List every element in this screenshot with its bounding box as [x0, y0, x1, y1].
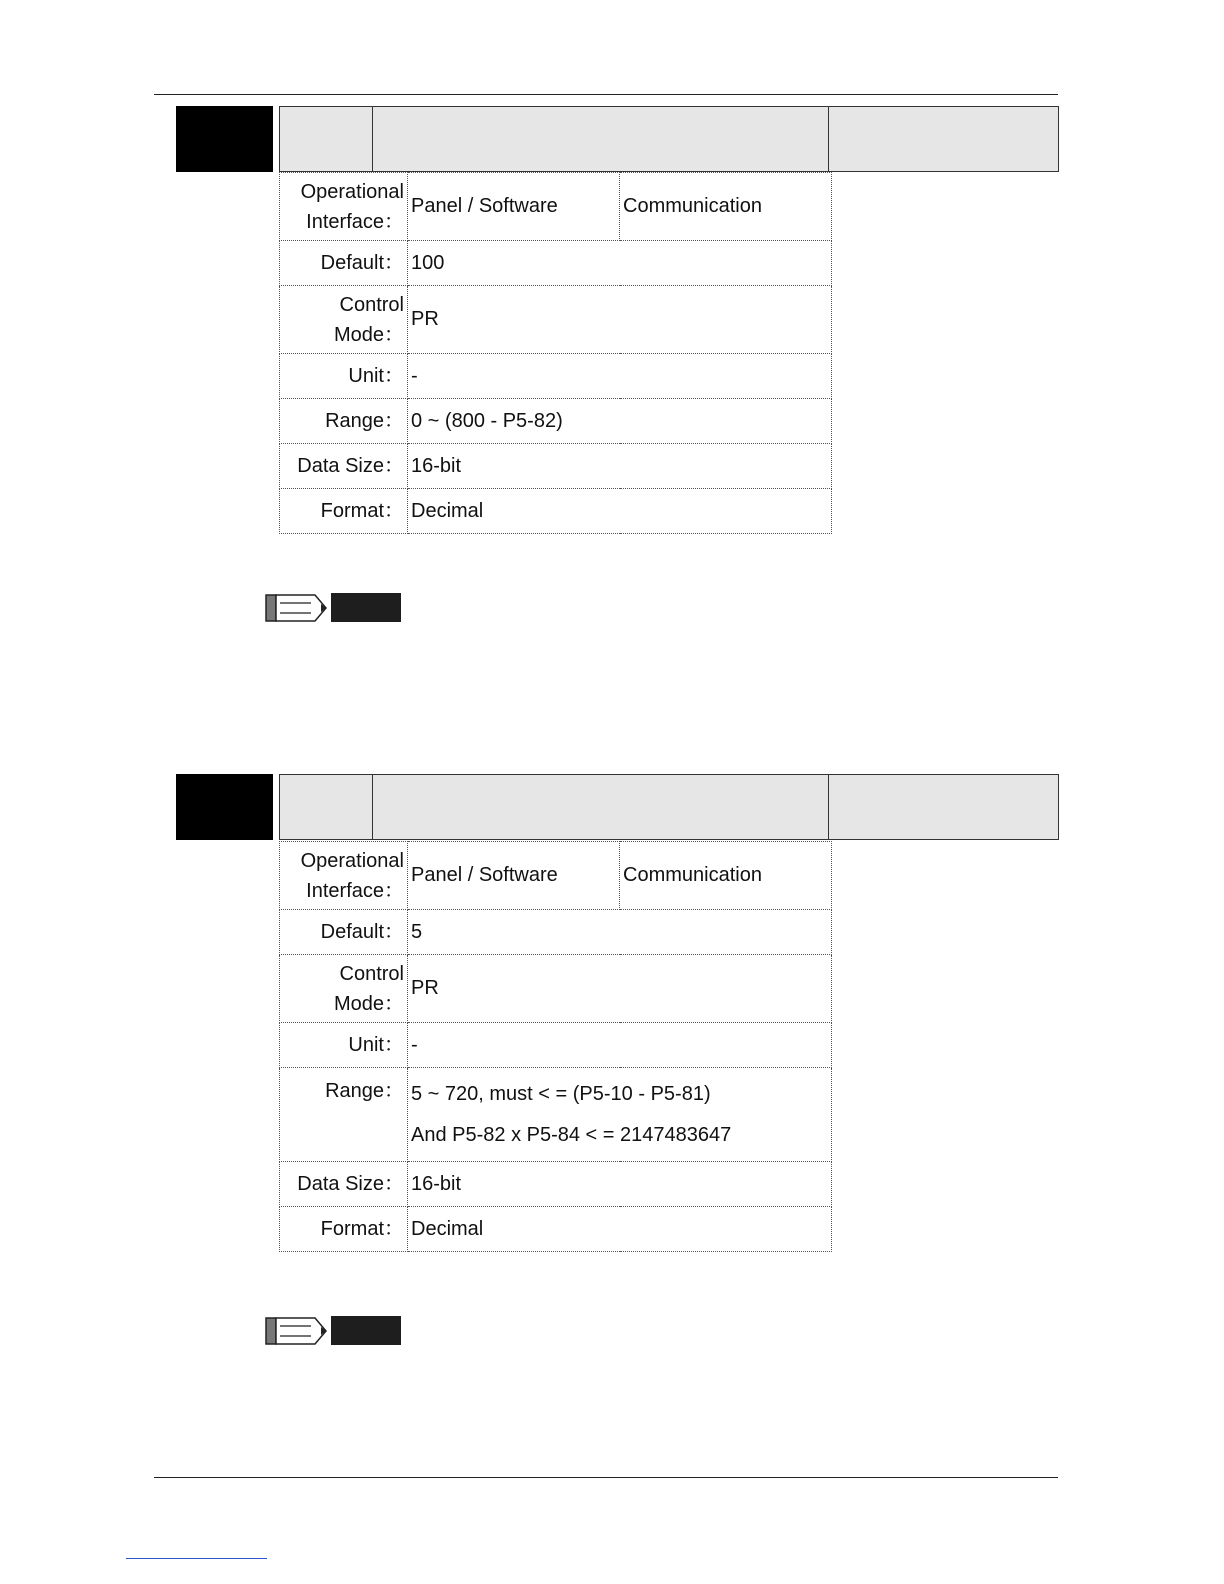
value-data-size: 16-bit — [408, 1162, 832, 1207]
value-unit: - — [408, 354, 832, 399]
value-range: 0 ~ (800 - P5-82) — [408, 399, 832, 444]
label-format: Format： — [280, 1207, 408, 1252]
parameter-table-1 — [279, 172, 832, 534]
note-pencil-icon — [265, 593, 327, 623]
value-communication: Communication — [620, 173, 832, 241]
label-data-size: Data Size： — [280, 1162, 408, 1207]
top-rule — [154, 94, 1058, 95]
range-line-1: 5 ~ 720, must < = (P5-10 - P5-81) — [411, 1082, 711, 1105]
row-control-mode — [280, 286, 832, 354]
label-default: Default： — [280, 241, 408, 286]
note-pencil-icon — [265, 1316, 327, 1346]
parameter-code-box — [176, 774, 273, 840]
note-label-box — [331, 1316, 401, 1345]
value-unit: - — [408, 1023, 832, 1068]
value-default: 5 — [408, 910, 832, 955]
header-reference-cell — [828, 106, 1059, 172]
value-data-size: 16-bit — [408, 444, 832, 489]
range-line-2: And P5-82 x P5-84 < = 2147483647 — [411, 1123, 732, 1146]
bottom-rule — [154, 1477, 1058, 1478]
row-unit — [280, 354, 832, 399]
row-data-size — [280, 444, 832, 489]
row-range — [280, 399, 832, 444]
row-interface — [280, 173, 832, 241]
row-data-size — [280, 1162, 832, 1207]
value-range — [408, 1068, 832, 1162]
header-name-cell — [372, 106, 829, 172]
label-control-mode: Control Mode： — [280, 955, 408, 1023]
footer-link-underline[interactable] — [126, 1558, 267, 1559]
row-control-mode — [280, 955, 832, 1023]
row-default — [280, 241, 832, 286]
header-name-cell — [372, 774, 829, 840]
row-range — [280, 1068, 832, 1162]
value-communication: Communication — [620, 842, 832, 910]
label-unit: Unit： — [280, 354, 408, 399]
row-unit — [280, 1023, 832, 1068]
row-default — [280, 910, 832, 955]
value-control-mode: PR — [408, 955, 832, 1023]
value-panel-software: Panel / Software — [408, 173, 620, 241]
row-interface — [280, 842, 832, 910]
label-interface: Operational Interface： — [280, 173, 408, 241]
label-unit: Unit： — [280, 1023, 408, 1068]
label-default: Default： — [280, 910, 408, 955]
label-data-size: Data Size： — [280, 444, 408, 489]
label-range: Range： — [280, 1068, 408, 1162]
header-address-cell — [279, 106, 374, 172]
parameter-table-2 — [279, 841, 832, 1252]
header-address-cell — [279, 774, 374, 840]
label-interface: Operational Interface： — [280, 842, 408, 910]
value-format: Decimal — [408, 489, 832, 534]
label-control-mode: Control Mode： — [280, 286, 408, 354]
value-panel-software: Panel / Software — [408, 842, 620, 910]
label-range: Range： — [280, 399, 408, 444]
value-default: 100 — [408, 241, 832, 286]
header-reference-cell — [828, 774, 1059, 840]
parameter-code-box — [176, 106, 273, 172]
note-label-box — [331, 593, 401, 622]
row-format — [280, 1207, 832, 1252]
value-control-mode: PR — [408, 286, 832, 354]
row-format — [280, 489, 832, 534]
value-format: Decimal — [408, 1207, 832, 1252]
label-format: Format： — [280, 489, 408, 534]
